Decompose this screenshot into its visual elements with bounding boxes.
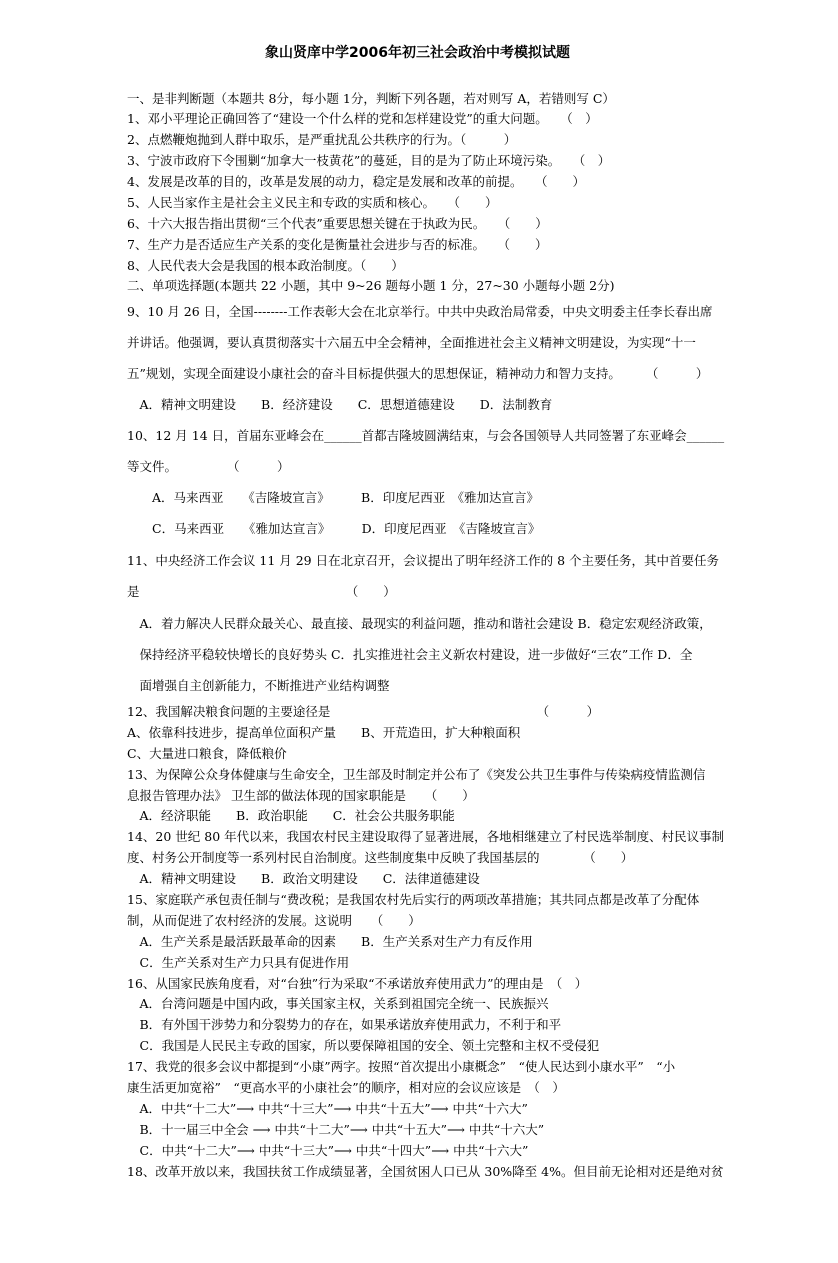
text-line: 康生活更加宽裕” “更高水平的小康社会”的顺序，相对应的会议应该是 （ ） xyxy=(127,1080,565,1095)
text-line: C．马来西亚 《雅加达宣言》 D．印度尼西亚 《吉隆坡宣言》 xyxy=(127,521,541,536)
text-line: 并讲话。他强调，要认真贯彻落实十六届五中全会精神，全面推进社会主义精神文明建设，为实现“十一 xyxy=(127,335,696,350)
text-line: 14、20 世纪 80 年代以来，我国农村民主建设取得了显著进展，各地相继建立了村民选举制度、村民议事制 xyxy=(127,829,725,844)
text-line: 6、十六大报告指出贯彻“三个代表”重要思想关键在于执政为民。 （ ） xyxy=(127,216,548,231)
text-line: 13、为保障公众身体健康与生命安全，卫生部及时制定并公布了《突发公共卫生事件与传染病疫情监测信 xyxy=(127,767,706,782)
text-line: 8、人民代表大会是我国的根本政治制度。（ ） xyxy=(127,258,404,273)
text-line: 等文件。 （ ） xyxy=(127,459,290,474)
text-line: A．台湾问题是中国内政，事关国家主权，关系到祖国完全统一、民族振兴 xyxy=(127,996,549,1011)
text-line: 1、邓小平理论正确回答了“建设一个什么样的党和怎样建设党”的重大问题。 （ ） xyxy=(127,111,598,126)
text-line: B．有外国干涉势力和分裂势力的存在，如果承诺放弃使用武力，不利于和平 xyxy=(127,1017,562,1032)
text-line: 度、村务公开制度等一系列村民自治制度。这些制度集中反映了我国基层的 （ ） xyxy=(127,850,634,865)
document-title: 象山贤庠中学2006年初三社会政治中考模拟试题 xyxy=(265,45,570,61)
text-line: A．精神文明建设 B．经济建设 C．思想道德建设 D．法制教育 xyxy=(127,397,553,412)
text-line: 12、我国解决粮食问题的主要途径是 （ ） xyxy=(127,704,600,719)
text-line: 3、宁波市政府下令围剿“加拿大一枝黄花”的蔓延，目的是为了防止环境污染。 （ ） xyxy=(127,153,611,168)
text-line: 18、改革开放以来，我国扶贫工作成绩显著，全国贫困人口已从 30%降至 4%。但目前无论相对还是绝对贫 xyxy=(127,1164,724,1179)
text-line: A、依靠科技进步，提高单位面积产量 B、开荒造田，扩大种粮面积 xyxy=(127,725,521,740)
text-line: C．生产关系对生产力只具有促进作用 xyxy=(127,955,350,970)
text-line: C、大量进口粮食，降低粮价 xyxy=(127,746,287,761)
text-line: 11、中央经济工作会议 11 月 29 日在北京召开，会议提出了明年经济工作的 8 个主要任务，其中首要任务 xyxy=(127,553,720,568)
text-line: A．马来西亚 《吉隆坡宣言》 B．印度尼西亚 《雅加达宣言》 xyxy=(127,490,539,505)
text-line: 9、10 月 26 日，全国--------工作表彰大会在北京举行。中共中央政治局常委，中央文明委主任李长春出席 xyxy=(127,304,713,319)
text-line: A．着力解决人民群众最关心、最直接、最现实的利益问题，推动和谐社会建设 B．稳定宏观经济政策， xyxy=(127,616,712,631)
text-line: 保持经济平稳较快增长的良好势头 C．扎实推进社会主义新农村建设，进一步做好“三农”工作 D．全 xyxy=(127,647,693,662)
text-line: A．生产关系是最活跃最革命的因素 B．生产关系对生产力有反作用 xyxy=(127,934,533,949)
text-line: 7、生产力是否适应生产关系的变化是衡量社会进步与否的标准。 （ ） xyxy=(127,237,548,252)
text-line: 二、单项选择题(本题共 22 小题，其中 9~26 题每小题 1 分，27~30 小题每小题 2分) xyxy=(127,278,615,293)
text-line: 4、发展是改革的目的，改革是发展的动力，稳定是发展和改革的前提。 （ ） xyxy=(127,174,585,189)
text-line: 息报告管理办法》 卫生部的做法体现的国家职能是 （ ） xyxy=(127,788,475,803)
text-line: C．我国是人民民主专政的国家，所以要保障祖国的安全、领土完整和主权不受侵犯 xyxy=(127,1038,600,1053)
text-line: 面增强自主创新能力，不断推进产业结构调整 xyxy=(127,678,390,693)
text-line: B．十一届三中全会 ⟶ 中共“十二大”⟶ 中共“十五大”⟶ 中共“十六大” xyxy=(127,1122,545,1137)
text-line: C．中共“十二大”⟶ 中共“十三大”⟶ 中共“十四大”⟶ 中共“十六大” xyxy=(127,1143,529,1158)
text-line: 10、12 月 14 日，首届东亚峰会在______首都吉隆坡圆满结束，与会各国领导人共同签署了东亚峰会______ xyxy=(127,428,725,443)
text-line: A．中共“十二大”⟶ 中共“十三大”⟶ 中共“十五大”⟶ 中共“十六大” xyxy=(127,1101,528,1116)
text-line: A．精神文明建设 B．政治文明建设 C．法律道德建设 xyxy=(127,871,480,886)
text-line: 一、是非判断题（本题共 8分，每小题 1分，判断下列各题，若对则写 A，若错则写 C） xyxy=(127,91,615,106)
text-line: 是 （ ） xyxy=(127,584,396,599)
text-line: 5、人民当家作主是社会主义民主和专政的实质和核心。 （ ） xyxy=(127,195,498,210)
text-line: A．经济职能 B．政治职能 C．社会公共服务职能 xyxy=(127,808,455,823)
text-line: 15、家庭联产承包责任制与“费改税；是我国农村先后实行的两项改革措施；其共同点都是改革了分配体 xyxy=(127,892,700,907)
text-line: 16、从国家民族角度看，对“台独”行为采取“不承诺放弃使用武力”的理由是 （ ） xyxy=(127,976,588,991)
text-line: 17、我党的很多会议中都提到“小康”两字。按照“首次提出小康概念” “使人民达到小康水平” “小 xyxy=(127,1059,676,1074)
text-line: 五”规划，实现全面建设小康社会的奋斗目标提供强大的思想保证，精神动力和智力支持。 （ ） xyxy=(127,366,709,381)
text-line: 制，从而促进了农村经济的发展。这说明 （ ） xyxy=(127,913,421,928)
text-line: 2、点燃鞭炮抛到人群中取乐，是严重扰乱公共秩序的行为。（ ） xyxy=(127,132,517,147)
